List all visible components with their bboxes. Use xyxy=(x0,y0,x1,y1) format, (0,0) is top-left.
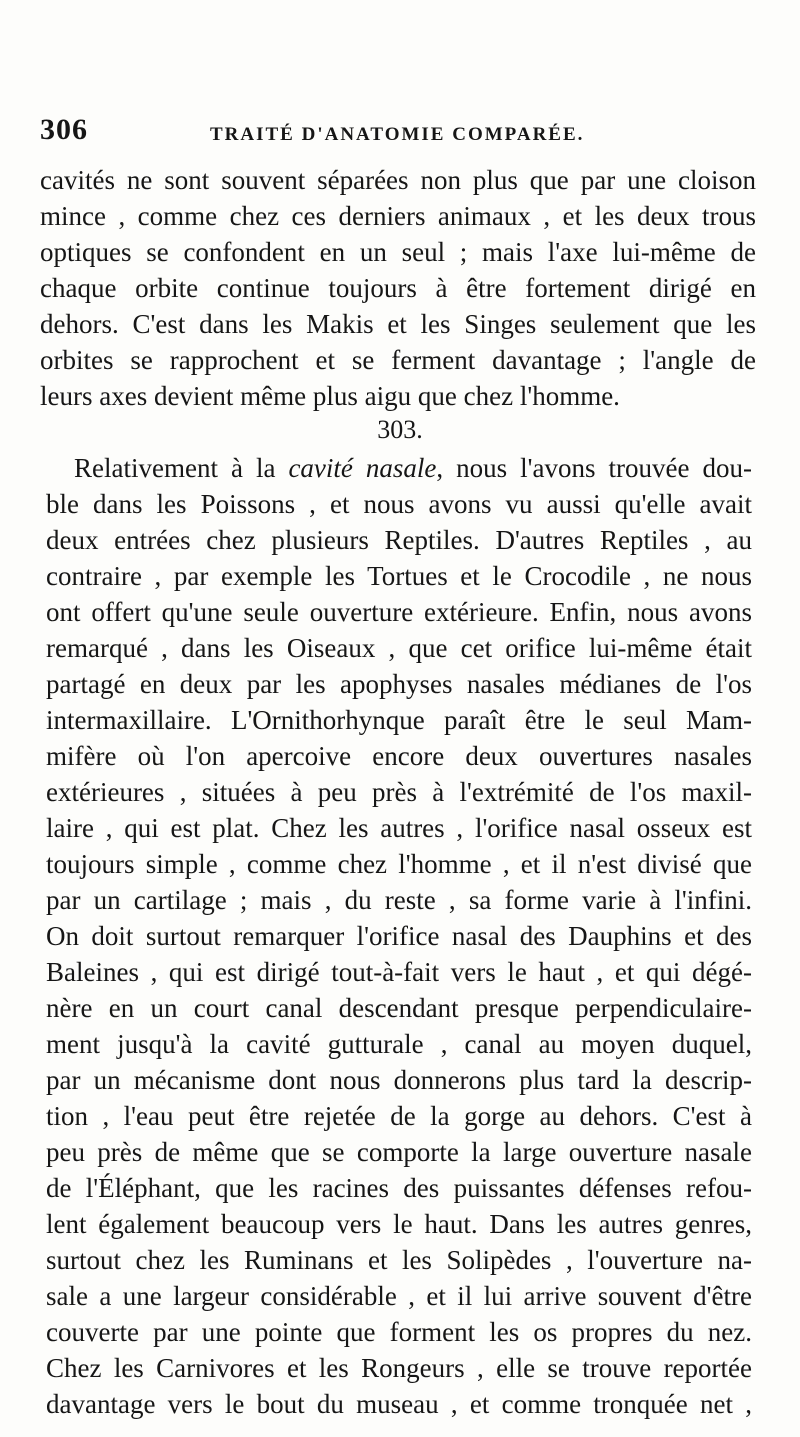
text-line: On doit surtout remarquer l'orifice nasal des Dauphins et des xyxy=(46,921,752,951)
text-line: couverte par une pointe que forment les os propres du nez. xyxy=(46,1317,752,1347)
text-line: peu près de même que se comporte la large ouverture nasale xyxy=(46,1137,752,1167)
text-line: orbites se rapprochent et se ferment davantage ; l'angle de xyxy=(40,345,756,375)
text-line: davantage vers le bout du museau , et comme tronquée net , xyxy=(46,1389,752,1419)
text-line: ble dans les Poissons , et nous avons vu aussi qu'elle avait xyxy=(46,489,752,519)
emphasis-term: cavité nasale xyxy=(288,453,437,483)
text-line: extérieures , situées à peu près à l'extrémité de l'os maxil- xyxy=(46,777,752,807)
page-header xyxy=(40,110,788,160)
text-line: intermaxillaire. L'Ornithorhynque paraît être le seul Mam- xyxy=(46,705,752,735)
text-line: ont offert qu'une seule ouverture extérieure. Enfin, nous avons xyxy=(46,597,752,627)
text-line: laire , qui est plat. Chez les autres , l'orifice nasal osseux est xyxy=(46,813,752,843)
section-number: 303. xyxy=(377,415,423,444)
text-line: leurs axes devient même plus aigu que chez l'homme. xyxy=(40,381,620,411)
text-line: de l'Éléphant, que les racines des puissantes défenses refou- xyxy=(46,1173,752,1203)
text-line: toujours simple , comme chez l'homme , et il n'est divisé que xyxy=(46,849,752,879)
text-line: lent également beaucoup vers le haut. Dans les autres genres, xyxy=(46,1209,752,1239)
text-line: cavités ne sont souvent séparées non plus que par une cloison xyxy=(40,165,756,195)
line-segment: , nous l'avons trouvée dou- xyxy=(436,453,752,483)
text-line: remarqué , dans les Oiseaux , que cet orifice lui-même était xyxy=(46,633,752,663)
text-line: Chez les Carnivores et les Rongeurs , elle se trouve reportée xyxy=(46,1353,752,1383)
text-line: dehors. C'est dans les Makis et les Singes seulement que les xyxy=(40,309,756,339)
text-line: Baleines , qui est dirigé tout-à-fait vers le haut , et qui dégé- xyxy=(46,957,752,987)
text-line: contraire , par exemple les Tortues et le Crocodile , ne nous xyxy=(46,561,752,591)
text-line: surtout chez les Ruminans et les Solipèdes , l'ouverture na- xyxy=(46,1245,752,1275)
running-title: TRAITÉ D'ANATOMIE COMPARÉE. xyxy=(210,124,585,145)
line-segment: Relativement à la xyxy=(74,453,289,483)
text-line: nère en un court canal descendant presque perpendiculaire- xyxy=(46,993,752,1023)
page-number: 306 xyxy=(40,113,88,146)
text-line: partagé en deux par les apophyses nasales médianes de l'os xyxy=(46,669,752,699)
text-line: deux entrées chez plusieurs Reptiles. D'autres Reptiles , au xyxy=(46,525,752,555)
text-line: ment jusqu'à la cavité gutturale , canal au moyen duquel, xyxy=(46,1029,752,1059)
text-line: optiques se confondent en un seul ; mais l'axe lui-même de xyxy=(40,237,756,267)
text-line-first xyxy=(74,450,752,486)
text-line: par un mécanisme dont nous donnerons plus tard la descrip- xyxy=(46,1065,752,1095)
text-line: mifère où l'on apercoive encore deux ouvertures nasales xyxy=(46,741,752,771)
text-line: chaque orbite continue toujours à être fortement dirigé en xyxy=(40,273,756,303)
text-line: tion , l'eau peut être rejetée de la gorge au dehors. C'est à xyxy=(46,1101,752,1131)
text-line: par un cartilage ; mais , du reste , sa forme varie à l'infini. xyxy=(46,885,752,915)
text-line: mince , comme chez ces derniers animaux , et les deux trous xyxy=(40,201,756,231)
text-line: sale a une largeur considérable , et il lui arrive souvent d'être xyxy=(46,1281,752,1311)
